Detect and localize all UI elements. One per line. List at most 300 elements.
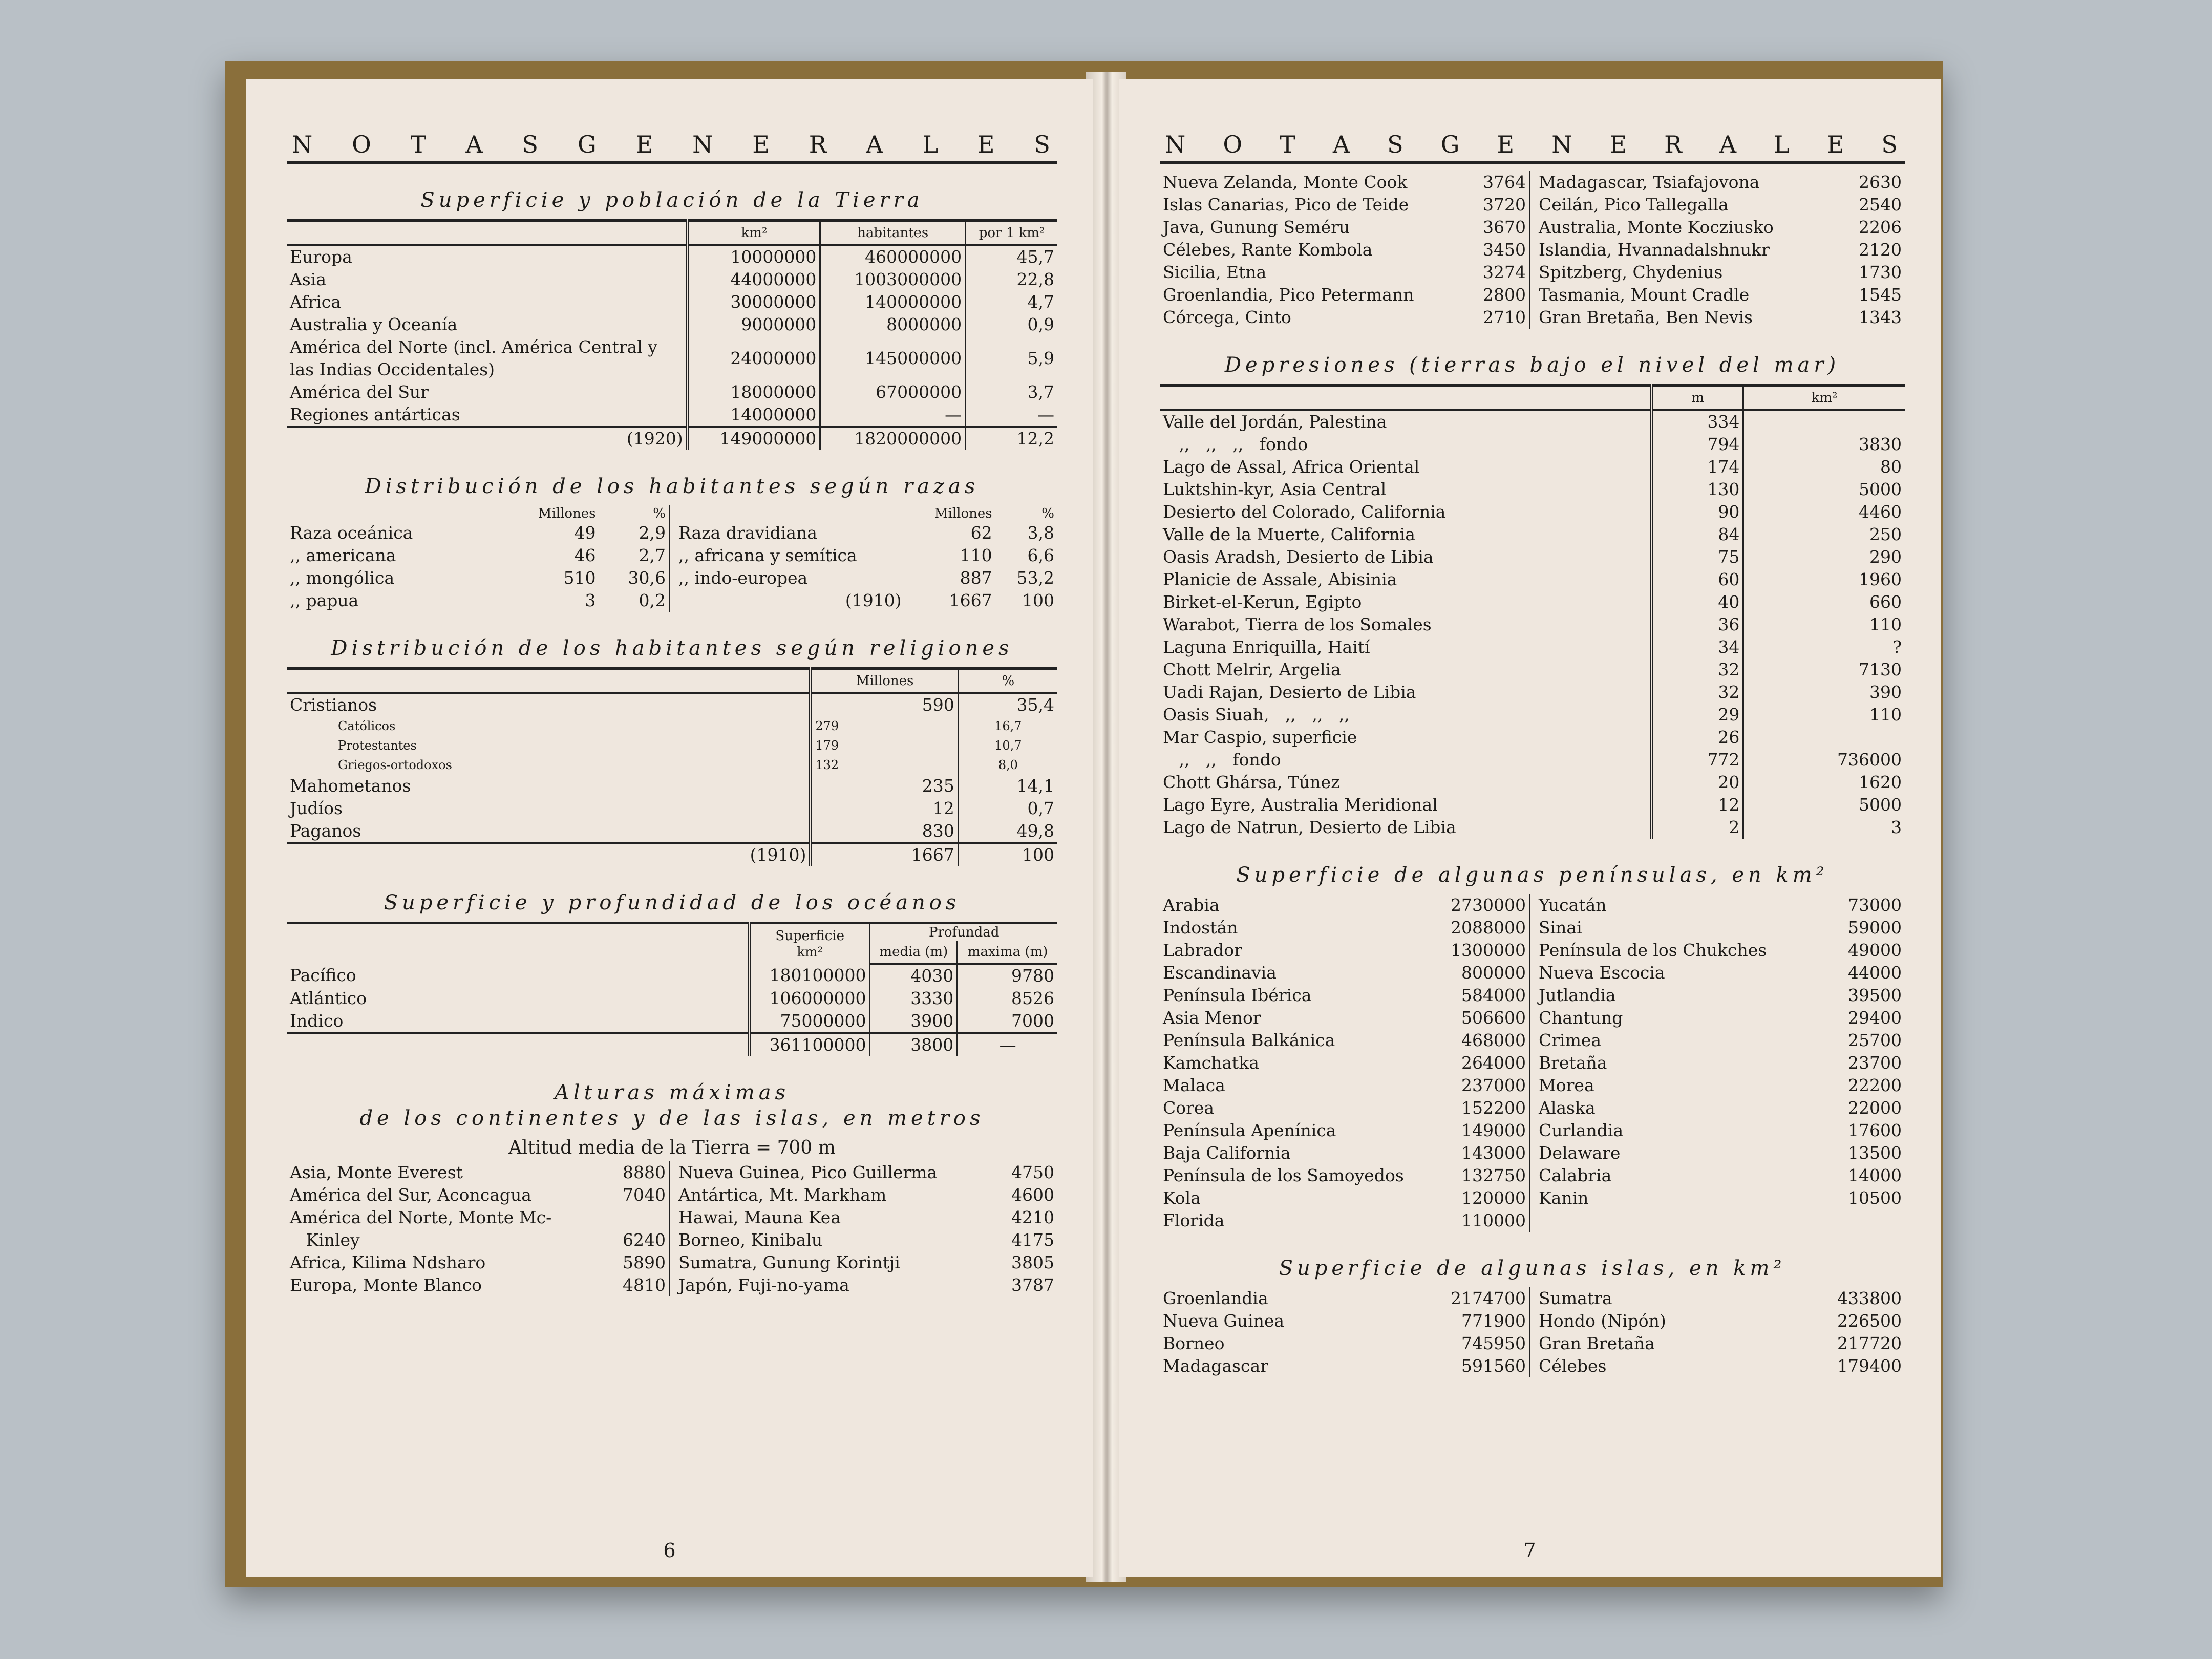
- table-row: [1536, 261, 1905, 284]
- peninsula-value: 152200: [1461, 1098, 1526, 1118]
- peak-value: 3670: [1483, 217, 1526, 237]
- table-row: [1160, 962, 1529, 984]
- religion-name: Paganos: [290, 821, 361, 841]
- running-head-letter: E: [752, 131, 772, 158]
- section-subtitle-heights: de los continentes y de las islas, en metros: [359, 1107, 985, 1130]
- peninsula-value: 120000: [1461, 1188, 1526, 1208]
- depth-value: 34: [1651, 636, 1743, 658]
- peak-value: 2710: [1483, 307, 1526, 327]
- row-label: América del Norte (incl. América Central y las Indias Occidentales): [290, 337, 657, 379]
- peninsula-value: 39500: [1848, 985, 1902, 1005]
- table-row: [675, 1274, 1057, 1296]
- table-row: [1536, 194, 1905, 216]
- percent-value: 2,7: [639, 545, 666, 565]
- depression-name: Lago de Assal, Africa Oriental: [1163, 457, 1420, 477]
- table-row: [287, 291, 1057, 313]
- table-row: [1160, 1164, 1529, 1187]
- peninsula-value: 149000: [1461, 1120, 1526, 1140]
- peninsula-name: Curlandia: [1539, 1120, 1624, 1140]
- table-row: [287, 1251, 669, 1274]
- peninsula-name: Kola: [1163, 1188, 1201, 1208]
- depth-media: 4030: [870, 964, 958, 988]
- table-row: [1536, 917, 1905, 939]
- density-value: 4,7: [966, 291, 1057, 313]
- depression-name: Warabot, Tierra de los Somales: [1163, 614, 1432, 634]
- table-row: [1160, 636, 1905, 658]
- table-row: [1536, 894, 1905, 917]
- table-row: [1160, 704, 1905, 726]
- running-head-letter: E: [635, 131, 655, 158]
- table-row: [287, 403, 1057, 427]
- running-head-letter: L: [1774, 131, 1792, 158]
- peninsula-name: Florida: [1163, 1210, 1225, 1230]
- heights-table: [287, 1161, 1057, 1296]
- height-value: 6240: [623, 1230, 666, 1250]
- height-name: Asia, Monte Everest: [290, 1162, 463, 1182]
- table-row: [1536, 1119, 1905, 1142]
- height-name: América del Norte, Monte Mc-: [290, 1207, 552, 1227]
- table-row: [1160, 794, 1905, 816]
- percent-value: 3,8: [1027, 523, 1054, 543]
- depression-name: Valle de la Muerte, California: [1163, 524, 1415, 544]
- peak-value: 1730: [1859, 262, 1902, 282]
- depression-name: Mar Caspio, superficie: [1163, 727, 1357, 747]
- peak-value: 1343: [1859, 307, 1902, 327]
- km2-value: 44000000: [688, 268, 820, 291]
- running-head-letter: T: [410, 131, 429, 158]
- peak-name: Sicilia, Etna: [1163, 262, 1267, 282]
- depression-name: Uadi Rajan, Desierto de Libia: [1163, 682, 1416, 702]
- section-title-depressions: Depresiones (tierras bajo el nivel del mar): [1224, 353, 1840, 377]
- peak-name: Gran Bretaña, Ben Nevis: [1539, 307, 1753, 327]
- table-row: [1536, 1187, 1905, 1209]
- peninsula-name: Kamchatka: [1163, 1053, 1259, 1073]
- table-row: [1160, 239, 1529, 261]
- height-value: 4175: [1011, 1230, 1054, 1250]
- peak-name: Australia, Monte Kocziusko: [1539, 217, 1774, 237]
- depression-name: Oasis Aradsh, Desierto de Libia: [1163, 547, 1434, 567]
- peninsula-name: Península Balkánica: [1163, 1030, 1335, 1050]
- table-row: [1160, 478, 1905, 501]
- peninsula-value: 73000: [1848, 895, 1902, 915]
- table-row: [287, 589, 669, 612]
- depth-value: 32: [1651, 681, 1743, 704]
- col-percent: %: [1041, 506, 1054, 521]
- peak-value: 1545: [1859, 285, 1902, 305]
- area-value: [1743, 410, 1905, 434]
- race-name: Raza dravidiana: [678, 523, 817, 543]
- area-value: 110: [1743, 613, 1905, 636]
- peninsula-name: Yucatán: [1539, 895, 1607, 915]
- height-name: Sumatra, Gunung Korintji: [678, 1252, 900, 1272]
- peak-value: 2206: [1859, 217, 1902, 237]
- running-head-letter: G: [577, 131, 599, 158]
- peninsula-value: 2088000: [1451, 918, 1526, 938]
- section-title-peninsulas: Superficie de algunas penínsulas, en km²: [1236, 863, 1828, 887]
- race-name: ,, mongólica: [290, 568, 395, 588]
- island-value: 745950: [1461, 1333, 1526, 1353]
- table-row: [287, 245, 1057, 269]
- peak-value: 3274: [1483, 262, 1526, 282]
- total-maxima: —: [958, 1033, 1057, 1057]
- table-row: [1160, 261, 1529, 284]
- height-name: Borneo, Kinibalu: [678, 1230, 823, 1250]
- running-head-letter: O: [1223, 131, 1245, 158]
- left-page: [246, 79, 1093, 1577]
- ocean-name: Atlántico: [290, 988, 367, 1008]
- table-row: [1160, 1007, 1529, 1029]
- total-media: 3800: [870, 1033, 958, 1057]
- table-row: [287, 1161, 669, 1184]
- depth-value: 84: [1651, 523, 1743, 546]
- table-row: [1160, 894, 1529, 917]
- religion-name: Cristianos: [290, 695, 377, 715]
- island-value: 433800: [1837, 1288, 1902, 1308]
- col-km2: km²: [688, 221, 820, 245]
- total-habitantes: 1820000000: [820, 427, 966, 451]
- height-value: 7040: [623, 1185, 666, 1205]
- table-row: [287, 820, 1057, 843]
- km2-value: 14000000: [688, 403, 820, 427]
- depth-value: 40: [1651, 591, 1743, 613]
- island-value: 226500: [1837, 1311, 1902, 1331]
- table-row: [675, 1206, 1057, 1229]
- table-row: [1160, 1310, 1529, 1332]
- table-row: [675, 1229, 1057, 1251]
- col-km2: km²: [1743, 386, 1905, 410]
- habitantes-value: 8000000: [820, 313, 966, 336]
- table-row: [287, 843, 1057, 867]
- running-head-letter: E: [1497, 131, 1517, 158]
- spacer: [287, 1033, 749, 1057]
- depth-value: 12: [1651, 794, 1743, 816]
- total-year: (1910): [845, 590, 902, 610]
- depth-value: 32: [1651, 658, 1743, 681]
- island-value: 771900: [1461, 1311, 1526, 1331]
- area-value: 660: [1743, 591, 1905, 613]
- table-row: [1536, 1052, 1905, 1074]
- col-maxima: maxima (m): [958, 941, 1057, 964]
- table-row: [1160, 1209, 1529, 1232]
- row-label: América del Sur: [290, 382, 429, 402]
- depth-value: 174: [1651, 456, 1743, 478]
- peak-name: Nueva Zelanda, Monte Cook: [1163, 172, 1408, 192]
- table-row: [1536, 1332, 1905, 1355]
- percent-value: 0,7: [958, 797, 1057, 820]
- table-row: [287, 522, 669, 544]
- section-title-heights: Alturas máximas: [554, 1081, 790, 1104]
- area-value: 390: [1743, 681, 1905, 704]
- depression-name: ,, ,, ,, fondo: [1163, 434, 1308, 454]
- km2-value: 18000000: [688, 381, 820, 403]
- section-title-races: Distribución de los habitantes según razas: [365, 475, 980, 498]
- total-density: 12,2: [966, 427, 1057, 451]
- table-row: [1536, 939, 1905, 962]
- table-row: [287, 1206, 669, 1229]
- area-value: 5000: [1743, 478, 1905, 501]
- table-row: [1536, 984, 1905, 1007]
- millones-value: 510: [563, 568, 596, 588]
- peaks-table: [1160, 171, 1905, 329]
- total-percent: 100: [1022, 590, 1054, 610]
- table-row: [1160, 726, 1905, 749]
- total-percent: 100: [958, 843, 1057, 867]
- depth-maxima: 8526: [958, 987, 1057, 1010]
- col-millones: Millones: [538, 506, 596, 521]
- table-row: [1160, 749, 1905, 771]
- millones-value: 830: [811, 820, 958, 843]
- running-head-letter: E: [1609, 131, 1629, 158]
- running-head-letter: R: [1664, 131, 1684, 158]
- peninsula-name: Península de los Chukches: [1539, 940, 1767, 960]
- running-head-letter: S: [522, 131, 541, 158]
- peak-value: 2120: [1859, 240, 1902, 260]
- table-row: [1160, 171, 1529, 194]
- height-name: Europa, Monte Blanco: [290, 1275, 482, 1295]
- height-name: América del Sur, Aconcagua: [290, 1185, 531, 1205]
- height-name: Hawai, Mauna Kea: [678, 1207, 841, 1227]
- table-row: [1160, 939, 1529, 962]
- col-percent: %: [653, 506, 666, 521]
- running-head-letter: G: [1440, 131, 1462, 158]
- depth-value: 29: [1651, 704, 1743, 726]
- depression-name: Valle del Jordán, Palestina: [1163, 412, 1387, 432]
- island-name: Groenlandia: [1163, 1288, 1268, 1308]
- religions-table: [287, 667, 1057, 866]
- table-row: [675, 589, 1057, 612]
- depth-value: 75: [1651, 546, 1743, 568]
- running-head-letter: A: [465, 131, 485, 158]
- height-name: Nueva Guinea, Pico Guillerma: [678, 1162, 938, 1182]
- table-row: [1160, 1052, 1529, 1074]
- table-row: [287, 755, 1057, 775]
- religion-name: Católicos: [338, 719, 396, 733]
- peninsula-value: 14000: [1848, 1165, 1902, 1185]
- millones-value: 46: [574, 545, 596, 565]
- millones-value: 110: [960, 545, 992, 565]
- table-row: [1160, 771, 1905, 794]
- percent-value: 10,7: [958, 736, 1057, 755]
- table-row: [287, 797, 1057, 820]
- peninsula-name: Bretaña: [1539, 1053, 1607, 1073]
- depth-media: 3900: [870, 1010, 958, 1033]
- table-row: [675, 544, 1057, 567]
- mean-altitude-note: Altitud media de la Tierra = 700 m: [508, 1137, 836, 1158]
- depression-name: Desierto del Colorado, California: [1163, 502, 1446, 522]
- table-row: [1536, 1287, 1905, 1310]
- table-row: [1536, 239, 1905, 261]
- area-value: 110: [1743, 704, 1905, 726]
- running-head-letter: N: [1165, 131, 1188, 158]
- area-value: 290: [1743, 546, 1905, 568]
- peak-name: Tasmania, Mount Cradle: [1539, 285, 1750, 305]
- height-name: Kinley: [290, 1230, 360, 1250]
- section-title-oceans: Superficie y profundidad de los océanos: [384, 891, 961, 914]
- race-name: ,, papua: [290, 590, 359, 610]
- area-value: 80: [1743, 456, 1905, 478]
- percent-value: 2,9: [639, 523, 666, 543]
- area-value: [1743, 726, 1905, 749]
- peninsula-name: Alaska: [1539, 1098, 1596, 1118]
- area-value: 250: [1743, 523, 1905, 546]
- running-head-letter: A: [1332, 131, 1352, 158]
- table-row: [287, 381, 1057, 403]
- island-name: Nueva Guinea: [1163, 1311, 1285, 1331]
- table-row: [1160, 306, 1529, 329]
- table-row: [1160, 1287, 1529, 1310]
- depth-maxima: 9780: [958, 964, 1057, 988]
- area-value: ?: [1743, 636, 1905, 658]
- peninsula-name: Kanin: [1539, 1188, 1589, 1208]
- height-value: 3787: [1011, 1275, 1054, 1295]
- depth-value: 334: [1651, 410, 1743, 434]
- peninsula-name: Península Ibérica: [1163, 985, 1312, 1005]
- percent-value: 16,7: [958, 716, 1057, 736]
- peninsula-name: Calabria: [1539, 1165, 1612, 1185]
- table-row: [1160, 501, 1905, 523]
- peak-value: 3450: [1483, 240, 1526, 260]
- section-title-islands: Superficie de algunas islas, en km²: [1279, 1257, 1786, 1280]
- height-name: Japón, Fuji-no-yama: [678, 1275, 849, 1295]
- km2-value: 24000000: [688, 336, 820, 381]
- peninsula-value: 22200: [1848, 1075, 1902, 1095]
- surface-value: 75000000: [749, 1010, 870, 1033]
- height-value: 3805: [1011, 1252, 1054, 1272]
- habitantes-value: 1003000000: [820, 268, 966, 291]
- table-row: [1160, 1332, 1529, 1355]
- millones-value: 590: [811, 693, 958, 717]
- depression-name: ,, ,, fondo: [1163, 750, 1281, 770]
- depression-name: Laguna Enriquilla, Haití: [1163, 637, 1370, 657]
- peak-name: Groenlandia, Pico Petermann: [1163, 285, 1414, 305]
- running-head-letter: S: [1034, 131, 1052, 158]
- islands-table: [1160, 1287, 1905, 1377]
- row-label: Australia y Oceanía: [290, 314, 458, 334]
- table-row: [1160, 1187, 1529, 1209]
- ocean-name: Indico: [290, 1011, 344, 1031]
- depressions-table: [1160, 384, 1905, 839]
- peninsula-name: Jutlandia: [1539, 985, 1616, 1005]
- running-head-letter: A: [1719, 131, 1739, 158]
- religion-name: Protestantes: [338, 738, 417, 753]
- table-row: [1160, 194, 1529, 216]
- island-name: Madagascar: [1163, 1356, 1268, 1376]
- peak-name: Java, Gunung Seméru: [1163, 217, 1350, 237]
- peninsula-value: 22000: [1848, 1098, 1902, 1118]
- running-head-letter: S: [1881, 131, 1900, 158]
- col-media: media (m): [870, 941, 958, 964]
- depth-value: 794: [1651, 433, 1743, 456]
- religion-name: Griegos-ortodoxos: [338, 758, 452, 772]
- island-name: Hondo (Nipón): [1539, 1311, 1666, 1331]
- peak-value: 3764: [1483, 172, 1526, 192]
- habitantes-value: 460000000: [820, 245, 966, 269]
- table-row: [1536, 962, 1905, 984]
- height-value: 4600: [1011, 1185, 1054, 1205]
- millones-value: 62: [970, 523, 992, 543]
- height-value: 4810: [623, 1275, 666, 1295]
- table-row: [287, 1184, 669, 1206]
- race-name: ,, africana y semítica: [678, 545, 857, 565]
- running-head-letter: T: [1280, 131, 1298, 158]
- peak-value: 3720: [1483, 195, 1526, 215]
- peak-name: Ceilán, Pico Tallegalla: [1539, 195, 1729, 215]
- peninsula-name: Labrador: [1163, 940, 1242, 960]
- island-name: Célebes: [1539, 1356, 1607, 1376]
- table-row: [1160, 591, 1905, 613]
- depression-name: Luktshin-kyr, Asia Central: [1163, 479, 1387, 499]
- height-value: 5890: [623, 1252, 666, 1272]
- depression-name: Birket-el-Kerun, Egipto: [1163, 592, 1362, 612]
- depth-value: 772: [1651, 749, 1743, 771]
- table-row: [1160, 984, 1529, 1007]
- peak-value: 2540: [1859, 195, 1902, 215]
- peninsula-name: Escandinavia: [1163, 963, 1277, 983]
- table-row: [675, 1251, 1057, 1274]
- depression-name: Chott Ghársa, Túnez: [1163, 772, 1340, 792]
- peninsula-value: 49000: [1848, 940, 1902, 960]
- habitantes-value: 145000000: [820, 336, 966, 381]
- peninsula-name: Nueva Escocia: [1539, 963, 1665, 983]
- peak-name: Islandia, Hvannadalshnukr: [1539, 240, 1770, 260]
- table-row: [287, 736, 1057, 755]
- running-head-letter: N: [1551, 131, 1575, 158]
- table-row: [287, 427, 1057, 451]
- row-label: Europa: [290, 247, 352, 267]
- running-head-letter: N: [292, 131, 315, 158]
- running-head: [287, 131, 1057, 164]
- table-row: [1160, 681, 1905, 704]
- section-title-surface: Superficie y población de la Tierra: [420, 188, 924, 212]
- total-millones: 1667: [811, 843, 958, 867]
- table-row: [1160, 568, 1905, 591]
- surface-table: [287, 219, 1057, 450]
- table-row: [287, 775, 1057, 797]
- table-row: [287, 544, 669, 567]
- peninsula-name: Morea: [1539, 1075, 1594, 1095]
- percent-value: 35,4: [958, 693, 1057, 717]
- island-name: Sumatra: [1539, 1288, 1612, 1308]
- col-per-km2: por 1 km²: [966, 221, 1057, 245]
- peninsula-value: 1300000: [1451, 940, 1526, 960]
- depth-maxima: 7000: [958, 1010, 1057, 1033]
- peak-name: Madagascar, Tsiafajovona: [1539, 172, 1760, 192]
- section-title-religions: Distribución de los habitantes según religiones: [331, 636, 1013, 660]
- percent-value: 14,1: [958, 775, 1057, 797]
- area-value: 5000: [1743, 794, 1905, 816]
- peninsula-value: 2730000: [1451, 895, 1526, 915]
- depth-value: 60: [1651, 568, 1743, 591]
- running-head-letter: R: [809, 131, 829, 158]
- table-row: [1160, 216, 1529, 239]
- area-value: 1620: [1743, 771, 1905, 794]
- table-row: [1160, 410, 1905, 434]
- island-value: 2174700: [1451, 1288, 1526, 1308]
- peninsula-value: 10500: [1848, 1188, 1902, 1208]
- depression-name: Chott Melrir, Argelia: [1163, 660, 1341, 679]
- table-row: [287, 716, 1057, 736]
- running-head: [1160, 131, 1905, 164]
- density-value: —: [966, 403, 1057, 427]
- running-head-letter: E: [977, 131, 997, 158]
- island-value: 591560: [1461, 1356, 1526, 1376]
- percent-value: 8,0: [958, 755, 1057, 775]
- table-row: [1160, 1029, 1529, 1052]
- page-number: 6: [663, 1539, 676, 1562]
- island-value: 217720: [1837, 1333, 1902, 1353]
- oceans-table: [287, 922, 1057, 1056]
- peninsula-value: 23700: [1848, 1053, 1902, 1073]
